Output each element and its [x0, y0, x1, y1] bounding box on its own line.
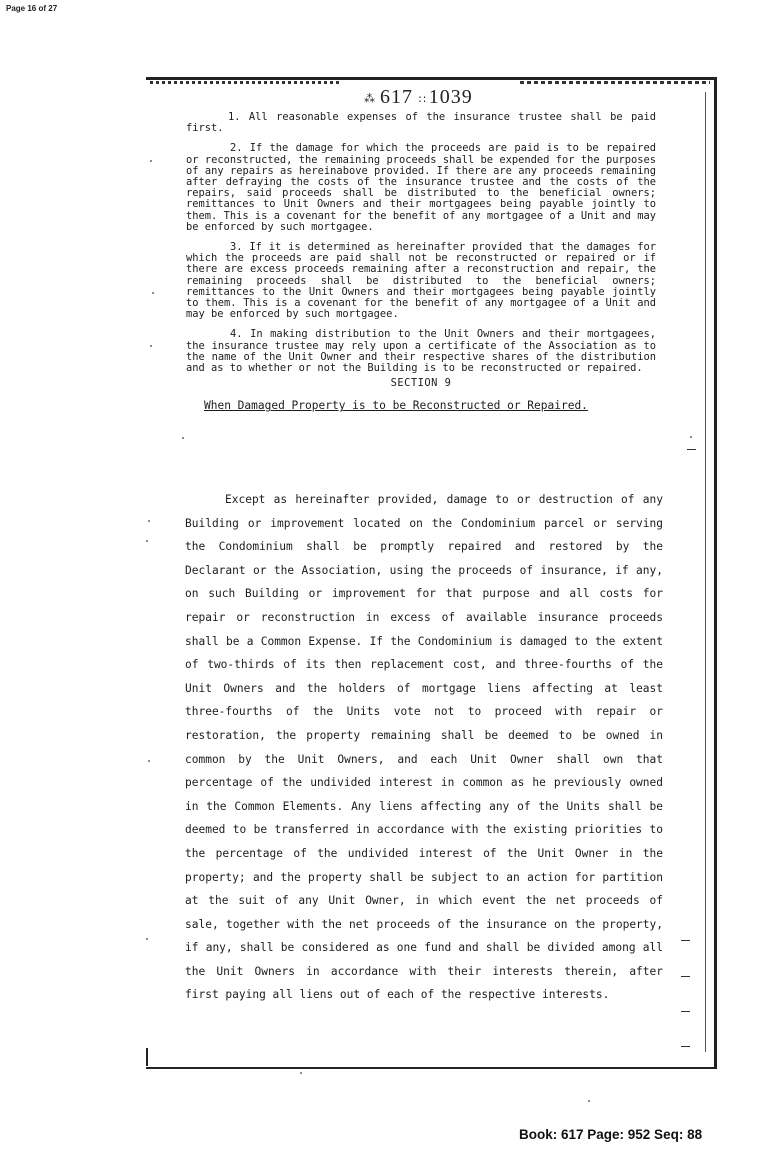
paragraph-3: 3. If it is determined as hereinafter provided that the damages for which the proceeds are paid shall not be reconstructed or repaired or if there are excess proceeds remaining after a reconstruction and repair, the remaining proceeds shall be distributed to the beneficial owners; remittances to the Unit Owners and their mortgagees being payable jointly to them. This is a covenant for the benefit of any mortgagee of a Unit and may be enforced by such mortgagee.	[186, 241, 656, 321]
scan-speck	[152, 292, 154, 294]
scan-speck	[300, 1072, 302, 1074]
stamp-book-number: 617	[380, 86, 413, 108]
section-body	[185, 488, 663, 1007]
scan-speck	[150, 160, 152, 162]
stamp-mark-icon: ⁂	[364, 92, 376, 105]
scan-speck	[182, 437, 184, 439]
stamp-separator-icon: ∷	[415, 94, 427, 106]
paragraph-4: 4. In making distribution to the Unit Owners and their mortgagees, the insurance trustee may rely upon a certificate of the Association as to the name of the Unit Owner and their respective shares of the distribution and as to whether or not the Building is to be reconstructed or repaired.	[186, 328, 656, 375]
scan-speck	[150, 345, 152, 347]
frame-corner-tick	[146, 1048, 148, 1066]
margin-dash	[681, 1011, 690, 1012]
paragraph-2: 2. If the damage for which the proceeds are paid is to be repaired or reconstructed, the remaining proceeds shall be expended for the purposes of any repairs as hereinabove provided. If there are any proceeds remaining after defraying the costs of the insurance trustee and the costs of the repairs, said proceeds shall be distributed to the beneficial owners; remittances to Unit Owners and their mortgagees being payable jointly to them. This is a covenant for the benefit of any mortgagee of a Unit and may be enforced by such mortgagee.	[186, 142, 656, 233]
scan-speck	[690, 436, 692, 438]
page-edge-line	[705, 92, 706, 1052]
book-page-footer: Book: 617 Page: 952 Seq: 88	[519, 1127, 703, 1142]
scan-speck	[148, 520, 150, 522]
margin-dash	[687, 449, 696, 450]
book-page-stamp	[364, 86, 473, 109]
scan-speck	[148, 760, 150, 762]
paragraph-1: 1. All reasonable expenses of the insurance trustee shall be paid first.	[186, 111, 656, 135]
margin-dash	[681, 940, 690, 941]
page-counter: Page 16 of 27	[6, 4, 58, 13]
section-body-text: Except as hereinafter provided, damage to or destruction of any Building or improvement located on the Condominium parcel or serving the Condominium shall be promptly repaired and restored by the Declarant or the Association, using the proceeds of insurance, if any, on such Building or improvement for that purpose and all costs for repair or reconstruction in excess of available insurance proceeds shall be a Common Expense. If the Condominium is damaged to the extent of two-thirds of its then replacement cost, and three-fourths of the Unit Owners and the holders of mortgage liens affecting at least three-fourths of the Units vote not to proceed with repair or restoration, the property remaining shall be deemed to be owned in common by the Unit Owners, and each Unit Owner shall own that percentage of the undivided interest in common as he previously owned in the Common Elements. Any liens affecting any of the Units shall be deemed to be transferred in accordance with the existing priorities to the percentage of the undivided interest of the Unit Owner in the property; and the property shall be subject to an action for partition at the suit of any Unit Owner, in which event the net proceeds of sale, together with the net proceeds of the insurance on the property, if any, shall be considered as one fund and shall be divided among all the Unit Owners in accordance with their interests therein, after first paying all liens out of each of the respective interests.	[185, 493, 663, 1002]
scan-speck	[588, 1100, 590, 1102]
section-heading: SECTION 9	[390, 377, 452, 390]
scan-speck	[146, 938, 148, 940]
section-subheading: When Damaged Property is to be Reconstructed or Repaired.	[204, 399, 588, 413]
scan-speck	[146, 540, 148, 542]
document-body	[186, 112, 656, 425]
margin-dash	[681, 976, 690, 977]
stamp-page-number: 1039	[428, 86, 473, 108]
top-border-noise-left	[150, 81, 340, 84]
top-border-noise-right	[520, 81, 710, 84]
margin-dash	[681, 1046, 690, 1047]
